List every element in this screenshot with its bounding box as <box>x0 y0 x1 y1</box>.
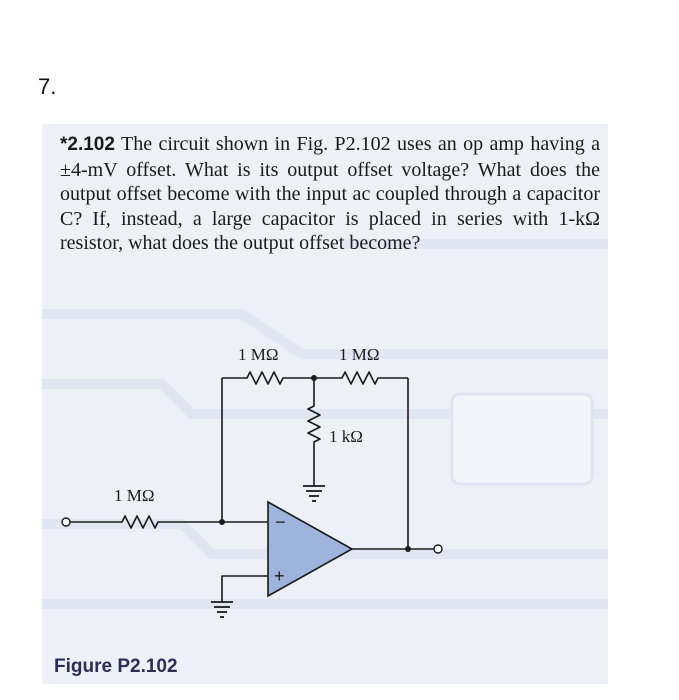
junction-dot-input <box>219 519 225 525</box>
junction-dot-top <box>311 375 317 381</box>
resistor-label-shunt: 1 kΩ <box>329 427 363 446</box>
output-terminal-icon <box>434 545 442 553</box>
opamp-noninverting-sign: + <box>274 566 285 586</box>
ground-icon-shunt <box>303 486 325 501</box>
resistor-label-input: 1 MΩ <box>114 486 155 505</box>
problem-id: *2.102 <box>60 134 115 155</box>
resistor-label-top-right: 1 MΩ <box>339 345 380 364</box>
opamp-inverting-sign: − <box>275 512 286 532</box>
resistor-top-right <box>314 372 408 384</box>
resistor-top-left <box>222 372 314 384</box>
wire-noninverting <box>222 576 268 602</box>
junction-dot-output <box>405 546 411 552</box>
ground-icon-input <box>211 602 233 617</box>
resistor-label-top-left: 1 MΩ <box>238 345 279 364</box>
input-terminal-icon <box>62 518 70 526</box>
figure-caption: Figure P2.102 <box>54 656 178 677</box>
textbook-scan <box>42 124 608 684</box>
problem-text: The circuit shown in Fig. P2.102 uses an op amp having a ±4-mV offset. What is its output offset voltage? What does the output offset become with the input ac coupled through a capacitor C? If, instead, a large capacitor is placed in series with 1-kΩ resistor, what does the output offset become? <box>60 133 601 254</box>
resistor-shunt <box>308 378 320 486</box>
resistor-input <box>70 516 268 528</box>
question-number: 7. <box>38 74 57 99</box>
circuit-diagram <box>42 124 608 684</box>
